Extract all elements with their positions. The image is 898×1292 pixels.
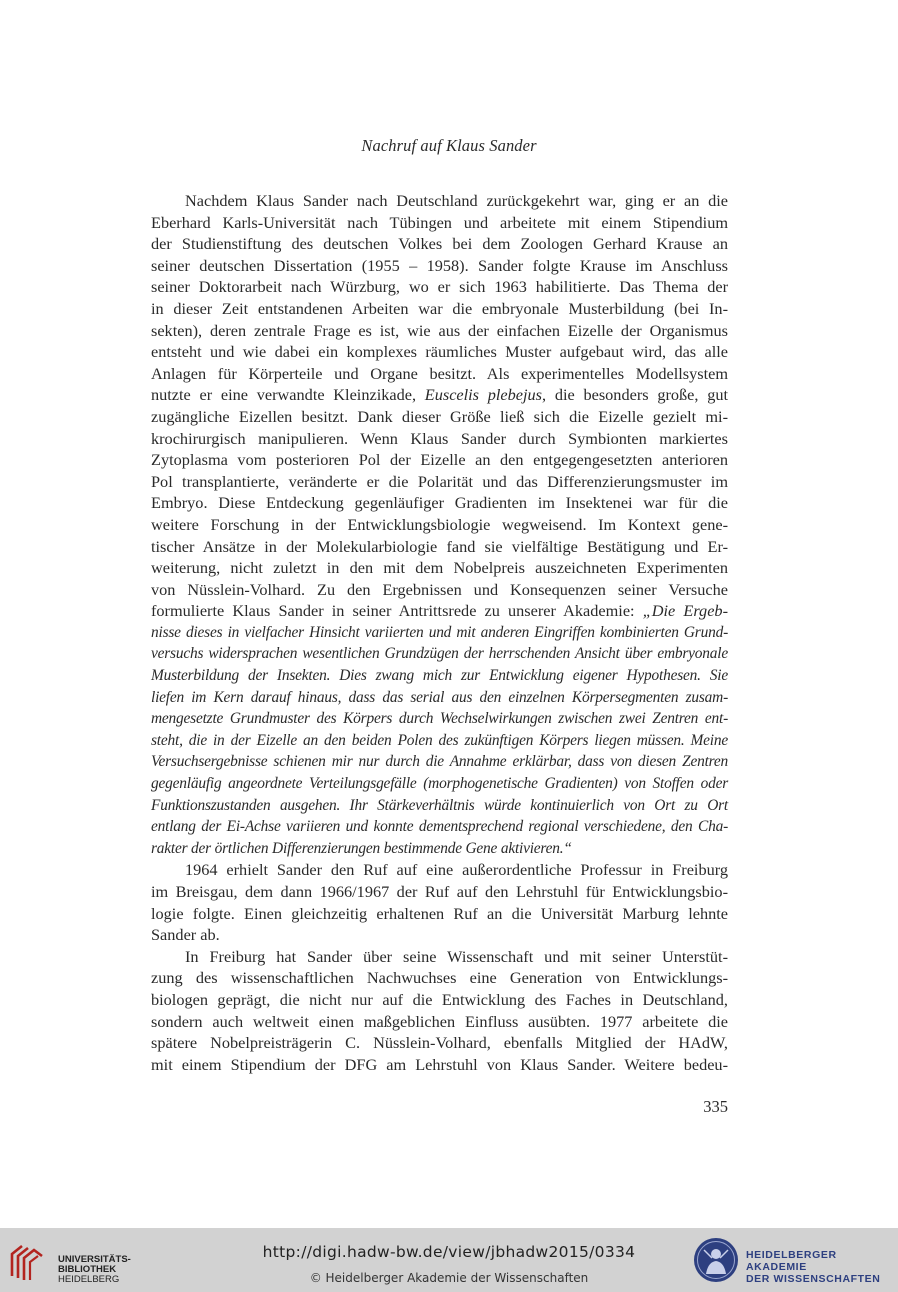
species-name: Euscelis plebejus: [424, 385, 543, 405]
quote-line: mengesetzte Grundmuster des Körpers durch Wechselwirkungen zwischen zwei Zentren ent-: [151, 710, 728, 728]
ub-logo-line: HEIDELBERG: [58, 1274, 120, 1285]
footer-bar: [0, 1228, 898, 1292]
page-number: 335: [703, 1097, 728, 1116]
text-line-with-quote-start: [151, 600, 728, 622]
text-fragment: , die besonders große, gut: [542, 385, 728, 405]
quote-line: entlang der Ei-Achse variieren und konnte dementsprechend regional verschiedene, den Cha-: [151, 818, 728, 836]
copyright-text: © Heidelberger Akademie der Wissenschaften: [309, 1271, 589, 1285]
quote-line: liefen im Kern darauf hinaus, dass das serial aus den einzelnen Körpersegmenten zusam-: [151, 688, 728, 706]
text-line: logie folgte. Einen gleichzeitig erhaltenen Ruf an die Universität Marburg lehnte: [151, 903, 728, 923]
text-line: Sander ab.: [151, 925, 220, 945]
text-line: in dieser Zeit entstandenen Arbeiten war die embryonale Musterbildung (bei In-: [151, 298, 728, 318]
text-line: von Nüsslein-Volhard. Zu den Ergebnissen und Konsequenzen seiner Versuche: [151, 579, 728, 599]
text-line: sondern auch weltweit einen maßgeblichen Einfluss ausübten. 1977 arbeitete die: [151, 1011, 728, 1031]
text-fragment: formulierte Klaus Sander in seiner Antrittsrede zu unserer Akademie:: [151, 601, 643, 621]
hadw-seal-icon: [692, 1236, 740, 1284]
hadw-logo[interactable]: [692, 1236, 892, 1286]
text-line: weiterung, nicht zuletzt in den mit dem Nobelpreis auszeichneten Experimenten: [151, 558, 728, 578]
text-line: weitere Forschung in der Entwicklungsbiologie wegweisend. Im Kontext gene-: [151, 514, 728, 534]
text-line: biologen geprägt, die nicht nur auf die Entwicklung des Faches in Deutschland,: [151, 989, 728, 1009]
text-line: im Breisgau, dem dann 1966/1967 der Ruf auf den Lehrstuhl für Entwicklungsbio-: [151, 882, 728, 901]
text-line: zung des wissenschaftlichen Nachwuchses eine Generation von Entwicklungs-: [151, 968, 728, 988]
text-line: sekten), deren zentrale Frage es ist, wie aus der einfachen Eizelle der Organismus: [151, 320, 728, 340]
quote-line: Versuchsergebnisse schienen mir nur durch die Annahme erklärbar, dass von diesen Zentren: [151, 753, 728, 771]
hadw-logo-line: DER WISSENSCHAFTEN: [746, 1273, 881, 1285]
text-line: entsteht und wie dabei ein komplexes räumliches Muster aufgebaut wird, das alle: [151, 342, 728, 362]
text-line-with-species: [151, 384, 728, 406]
text-fragment: nutzte er eine verwandte Kleinzikade,: [151, 385, 425, 405]
text-line: Zytoplasma vom posterioren Pol der Eizelle an den entgegengesetzten anterioren: [151, 450, 728, 470]
text-line: In Freiburg hat Sander über seine Wissenschaft und mit seiner Unterstüt-: [185, 946, 728, 966]
quote-line: Musterbildung der Insekten. Dies zwang mich zur Entwicklung eigener Hypothesen. Sie: [151, 667, 728, 685]
text-line: seiner Doktorarbeit nach Würzburg, wo er sich 1963 habilitierte. Das Thema der: [151, 277, 728, 297]
ub-logo-line: UNIVERSITÄTS-: [58, 1254, 131, 1265]
running-title: Nachruf auf Klaus Sander: [361, 136, 537, 155]
quote-line: Funktionszustanden ausgehen. Ihr Stärkeverhältnis würde kontinuierlich von Ort zu Ort: [151, 796, 728, 814]
text-line: Eberhard Karls-Universität nach Tübingen und arbeitete mit einem Stipendium: [151, 212, 728, 232]
body-text: [151, 190, 728, 1075]
hadw-logo-text: [746, 1249, 892, 1285]
text-line: 1964 erhielt Sander den Ruf auf eine außerordentliche Professur in Freiburg: [185, 860, 728, 880]
text-line: Pol transplantierte, veränderte er die Polarität und das Differenzierungsmuster im: [151, 471, 728, 491]
quote-line: versuchs widersprachen wesentlichen Grundzügen der herrschenden Ansicht über embryonale: [151, 645, 728, 663]
text-line: zugängliche Eizellen besitzt. Dank dieser Größe ließ sich die Eizelle gezielt mi-: [151, 406, 728, 426]
quote-line: rakter der örtlichen Differenzierungen bestimmende Gene aktivieren.“: [151, 839, 572, 857]
text-line: Embryo. Diese Entdeckung gegenläufiger Gradienten im Insektenei war für die: [151, 493, 728, 513]
text-line: Nachdem Klaus Sander nach Deutschland zurückgekehrt war, ging er an die: [185, 191, 728, 210]
text-line: krochirurgisch manipulieren. Wenn Klaus Sander durch Symbionten markiertes: [151, 428, 728, 448]
hadw-logo-line: HEIDELBERGER AKADEMIE: [746, 1249, 837, 1273]
text-line: Anlagen für Körperteile und Organe besitzt. Als experimentelles Modellsystem: [151, 363, 728, 383]
text-line: tischer Ansätze in der Molekularbiologie fand sie vielfältige Bestätigung und Er-: [151, 536, 728, 556]
quote-line: gegenläufig angeordnete Verteilungsgefälle (morphogenetische Gradienten) von Stoffen oder: [151, 775, 728, 793]
ub-logo-line: BIBLIOTHEK: [58, 1264, 117, 1275]
quote-opening: „Die Ergeb-: [642, 601, 728, 621]
quote-line: steht, die in der Eizelle an den beiden Polen des zukünftigen Körpers liegen müssen. Meine: [151, 731, 728, 749]
text-line: spätere Nobelpreisträgerin C. Nüsslein-Volhard, ebenfalls Mitglied der HAdW,: [151, 1033, 728, 1053]
quote-line: nisse dieses in vielfacher Hinsicht variierten und mit anderen Eingriffen kombinierten Grund-: [151, 623, 728, 641]
text-line: seiner deutschen Dissertation (1955 – 1958). Sander folgte Krause im Anschluss: [151, 255, 728, 275]
text-line: mit einem Stipendium der DFG am Lehrstuhl von Klaus Sander. Weitere bedeu-: [151, 1054, 728, 1074]
document-url-link[interactable]: http://digi.hadw-bw.de/view/jbhadw2015/0334: [262, 1243, 636, 1261]
text-line: der Studienstiftung des deutschen Volkes bei dem Zoologen Gerhard Krause an: [151, 234, 728, 254]
